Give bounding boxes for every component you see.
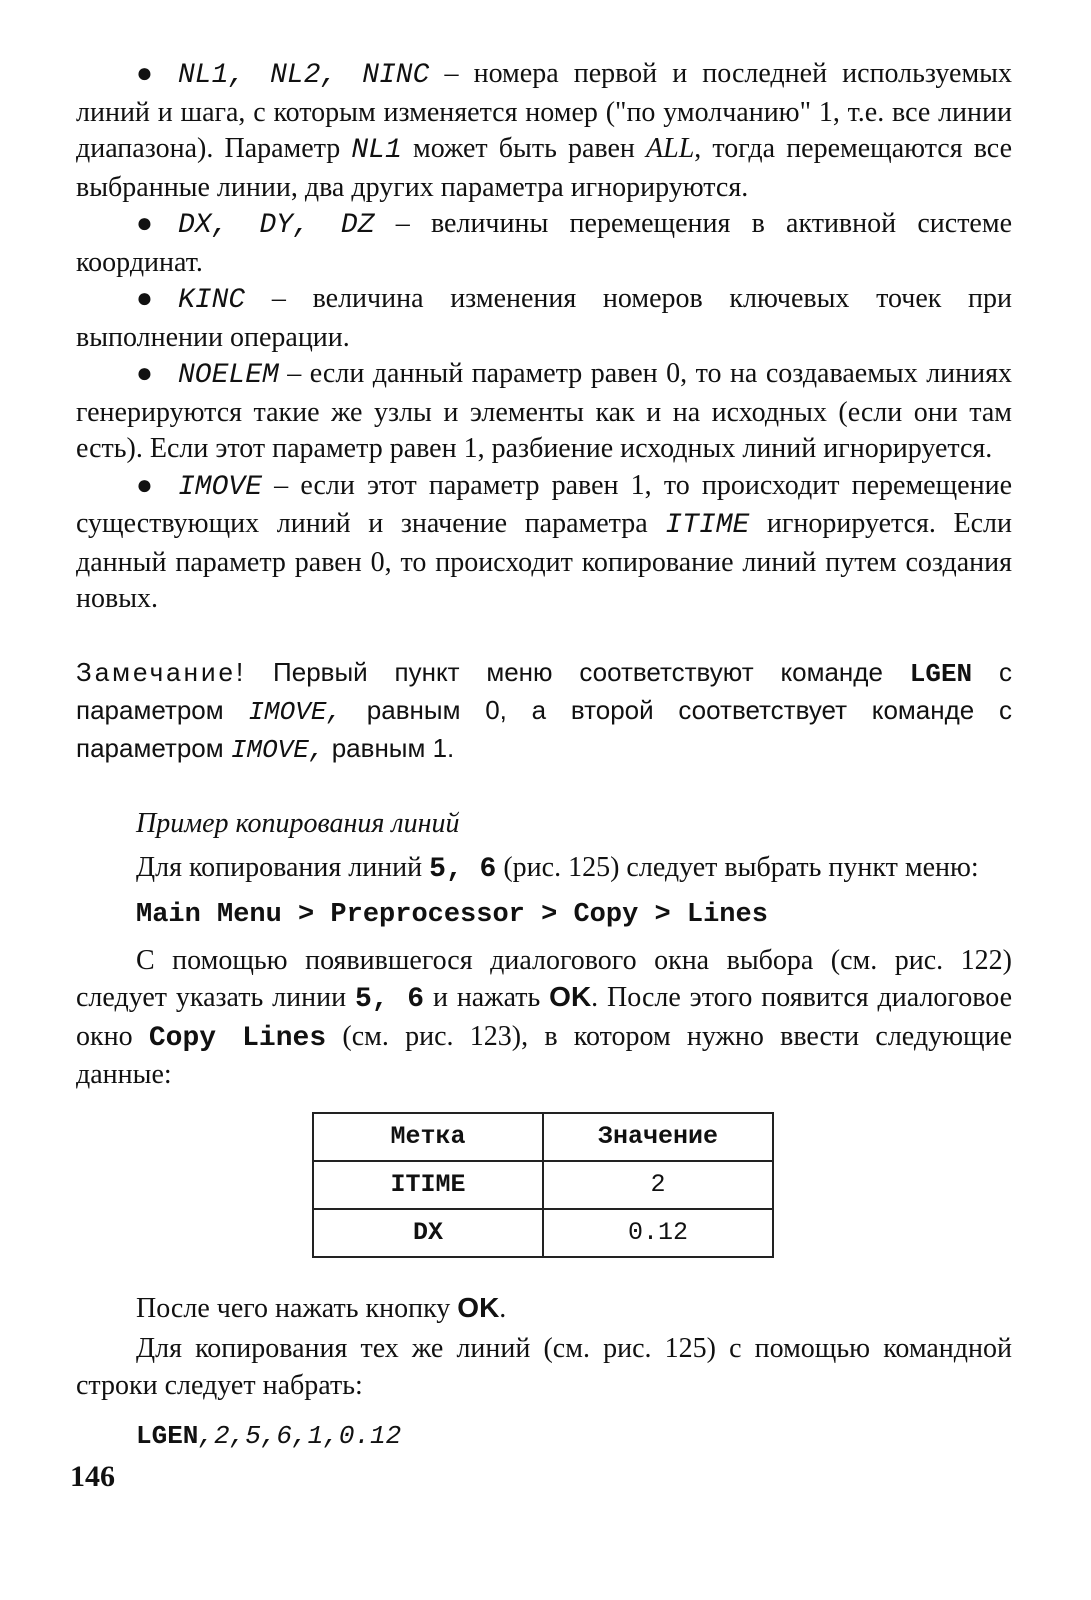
paragraph: Для копирования тех же линий (см. рис. 125) с помощью командной строки следует набрать: xyxy=(76,1333,1012,1401)
param-names: NOELEM xyxy=(178,360,279,391)
example-heading: Пример копирования линий xyxy=(136,807,460,839)
parameter-table xyxy=(312,1112,774,1258)
bullet-icon: ● xyxy=(136,283,153,314)
table-cell-value: 2 xyxy=(543,1161,773,1209)
table-header: Метка xyxy=(313,1113,543,1161)
param-names: NL1, NL2, NINC xyxy=(178,60,430,91)
bullet-item: ● KINC – величина изменения номеров ключевых точек при выполнении операции. xyxy=(76,283,1012,353)
table-header: Значение xyxy=(543,1113,773,1161)
command-args: ,2,5,6,1,0.12 xyxy=(198,1421,402,1451)
note-label: Замечание! xyxy=(76,656,247,687)
param-names: DX, DY, DZ xyxy=(178,210,375,241)
bullet-item: ● DX, DY, DZ – величины перемещения в активной системе координат. xyxy=(76,208,1012,278)
param-names: KINC xyxy=(178,285,246,316)
command-line xyxy=(76,1418,1012,1454)
paragraph: После чего нажать кнопку OK. xyxy=(136,1291,507,1324)
paragraph: С помощью появившегося диалогового окна выбора (см. рис. 122) следует указать линии 5, 6 и нажать OK. После этого появится диалоговое окно Copy Lines (см. рис. 123), в котором нужно ввести следующие данные: xyxy=(76,944,1013,1090)
table-cell-label: DX xyxy=(313,1209,543,1257)
note-paragraph: Замечание! Первый пункт меню соответствуют команде LGEN с параметром IMOVE, равным 0, а второй соответствует команде с параметром IMOVE, равным 1. xyxy=(76,656,1013,765)
page-number: 146 xyxy=(70,1460,115,1493)
table-cell-value: 0.12 xyxy=(543,1209,773,1257)
table-cell-label: ITIME xyxy=(313,1161,543,1209)
bullet-item: ● NOELEM – если данный параметр равен 0, то на создаваемых линиях генерируются такие же узлы и элементы как и на исходных (если они там есть). Если этот параметр равен 1, разбиение исходных линий игнорируется. xyxy=(76,358,1013,464)
menu-path: Main Menu > Preprocessor > Copy > Lines xyxy=(136,899,768,930)
param-names: IMOVE xyxy=(178,471,263,503)
bullet-icon: ● xyxy=(136,58,153,89)
bullet-icon: ● xyxy=(136,358,153,389)
command-name: LGEN xyxy=(136,1421,199,1451)
bullet-icon: ● xyxy=(136,469,153,501)
table-row xyxy=(313,1161,773,1209)
bullet-item: ● IMOVE – если этот параметр равен 1, то происходит перемещение существующих линий и значение параметра ITIME игнорируется. Если данный параметр равен 0, то происходит копирование линий путем создания новых. xyxy=(76,469,1013,614)
table-row xyxy=(313,1209,773,1257)
table-header-row xyxy=(313,1113,773,1161)
bullet-item: ● NL1, NL2, NINC – номера первой и последней используемых линий и шага, с которым изменяется номер ("по умолчанию" 1, т.е. все линии диапазона). Параметр NL1 может быть равен ALL, тогда перемещаются все выбранные линии, два других параметра игнорируются. xyxy=(76,58,1012,203)
paragraph: Для копирования линий 5, 6 (рис. 125) следует выбрать пункт меню: xyxy=(136,852,979,885)
page-body xyxy=(76,56,1012,1454)
bullet-icon: ● xyxy=(136,208,153,239)
